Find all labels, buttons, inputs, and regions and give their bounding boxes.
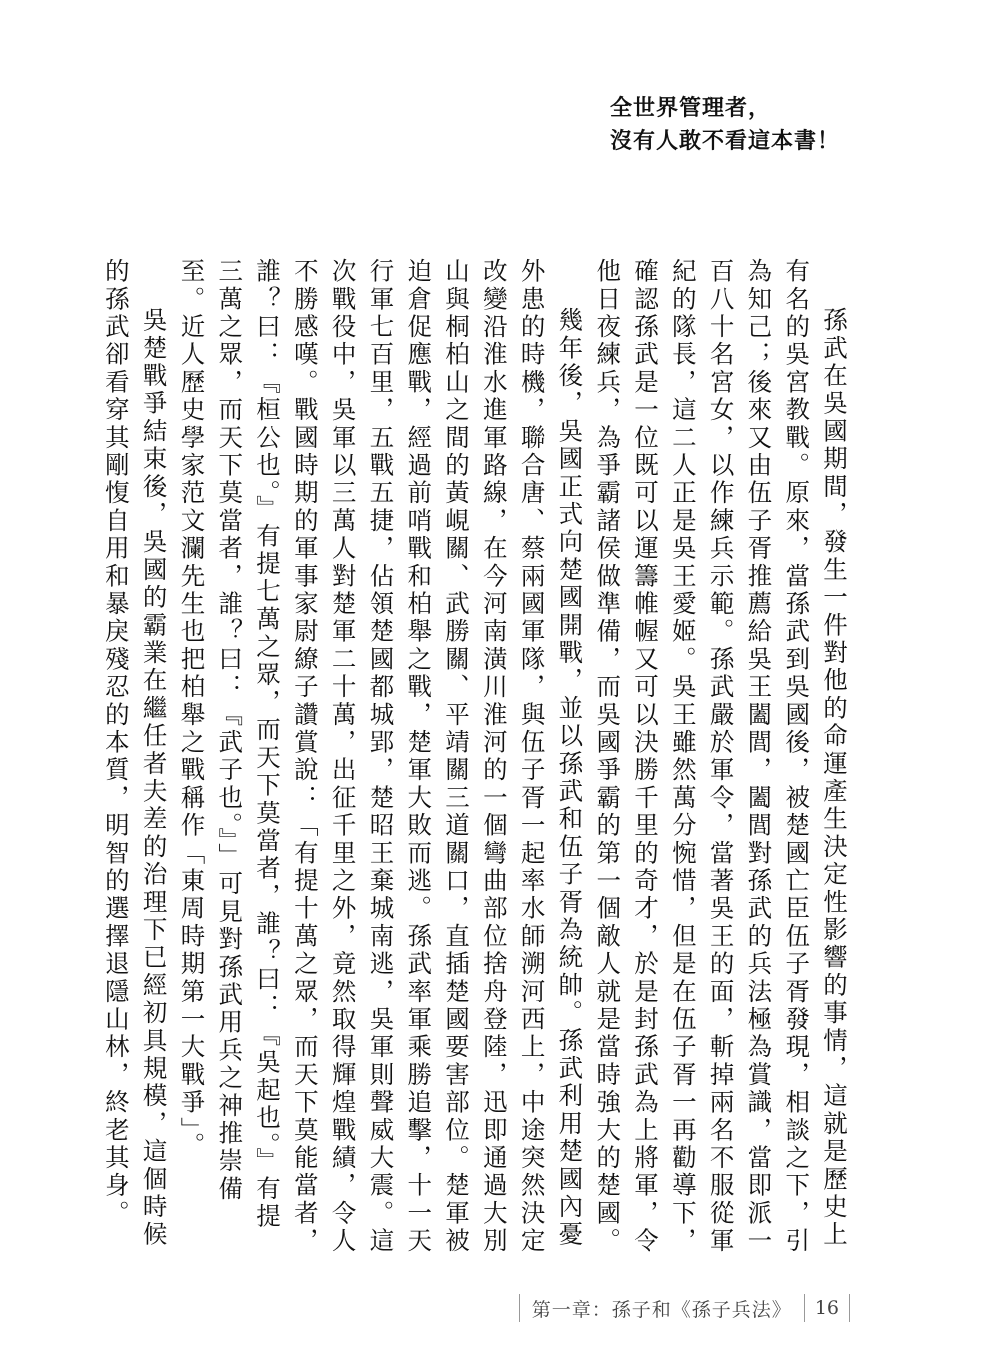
paragraph-3: 吳楚戰爭結束後，吳國的霸業在繼任者夫差的治理下已經初具規模，這個時候的孫武卻看穿其剛愎自用和暴戾殘忍的本質，明智的選擇退隱山林，終老其身。	[101, 258, 169, 1249]
body-text-vertical	[101, 258, 853, 1258]
paragraph-1: 孫武在吳國期間，發生一件對他的命運產生決定性影響的事情，這就是歷史上有名的吳宮教戰。原來，當孫武到吳國後，被楚國亡臣伍子胥發現，相談之下，引為知己；後來又由伍子胥推薦給吳王闔閭，闔閭對孫武的兵法極為賞識，當即派一百八十名宮女，以作練兵示範。孫武嚴於軍令，當著吳王的面，斬掉兩名不服從軍紀的隊長，這二人正是吳王愛姬。吳王雖然萬分惋惜，但是在伍子胥一再勸導下，確認孫武是一位既可以運籌帷幄又可以決勝千里的奇才，於是封孫武為上將軍，令他日夜練兵，為爭霸諸侯做準備，而吳國爭霸的第一個敵人就是當時強大的楚國。	[593, 258, 849, 1256]
paragraph-2: 幾年後，吳國正式向楚國開戰，並以孫武和伍子胥為統帥。孫武利用楚國內憂外患的時機，聯合唐、蔡兩國軍隊，與伍子胥一起率水師溯河西上，中途突然決定改變沿淮水進軍路線，在今河南潢川淮河的一個彎曲部位捨舟登陸，迅即通過大別山與桐柏山之間的黃峴關、武勝關、平靖關三道關口，直插楚國要害部位。楚軍被迫倉促應戰，經過前哨戰和柏舉之戰，楚軍大敗而逃。孫武率軍乘勝追擊，十一天行軍七百里，五戰五捷，佔領楚國都城郢，楚昭王棄城南逃，吳軍則聲威大震。這次戰役中，吳軍以三萬人對楚軍二十萬，出征千里之外，竟然取得輝煌戰績，令人不勝感嘆。戰國時期的軍事家尉繚子讚賞說：「有提十萬之眾，而天下莫能當者，誰？曰：『桓公也。』有提七萬之眾，而天下莫當者，誰？曰：『吳起也。』有提三萬之眾，而天下莫當者，誰？曰：『武子也。』」可見對孫武用兵之神推崇備至。近人歷史學家范文瀾先生也把柏舉之戰稱作「東周時期第一大戰爭」。	[177, 258, 585, 1256]
header-title-line-2: 沒有人敢不看這本書！	[609, 128, 840, 154]
footer-divider-right	[849, 1294, 850, 1322]
header-title-line-1: 全世界管理者，	[609, 95, 771, 121]
page-footer	[519, 1288, 850, 1328]
running-header-title	[610, 92, 840, 158]
chapter-title: 第一章：孫子和《孫子兵法》	[531, 1298, 792, 1321]
page-number: 16	[814, 1297, 839, 1319]
